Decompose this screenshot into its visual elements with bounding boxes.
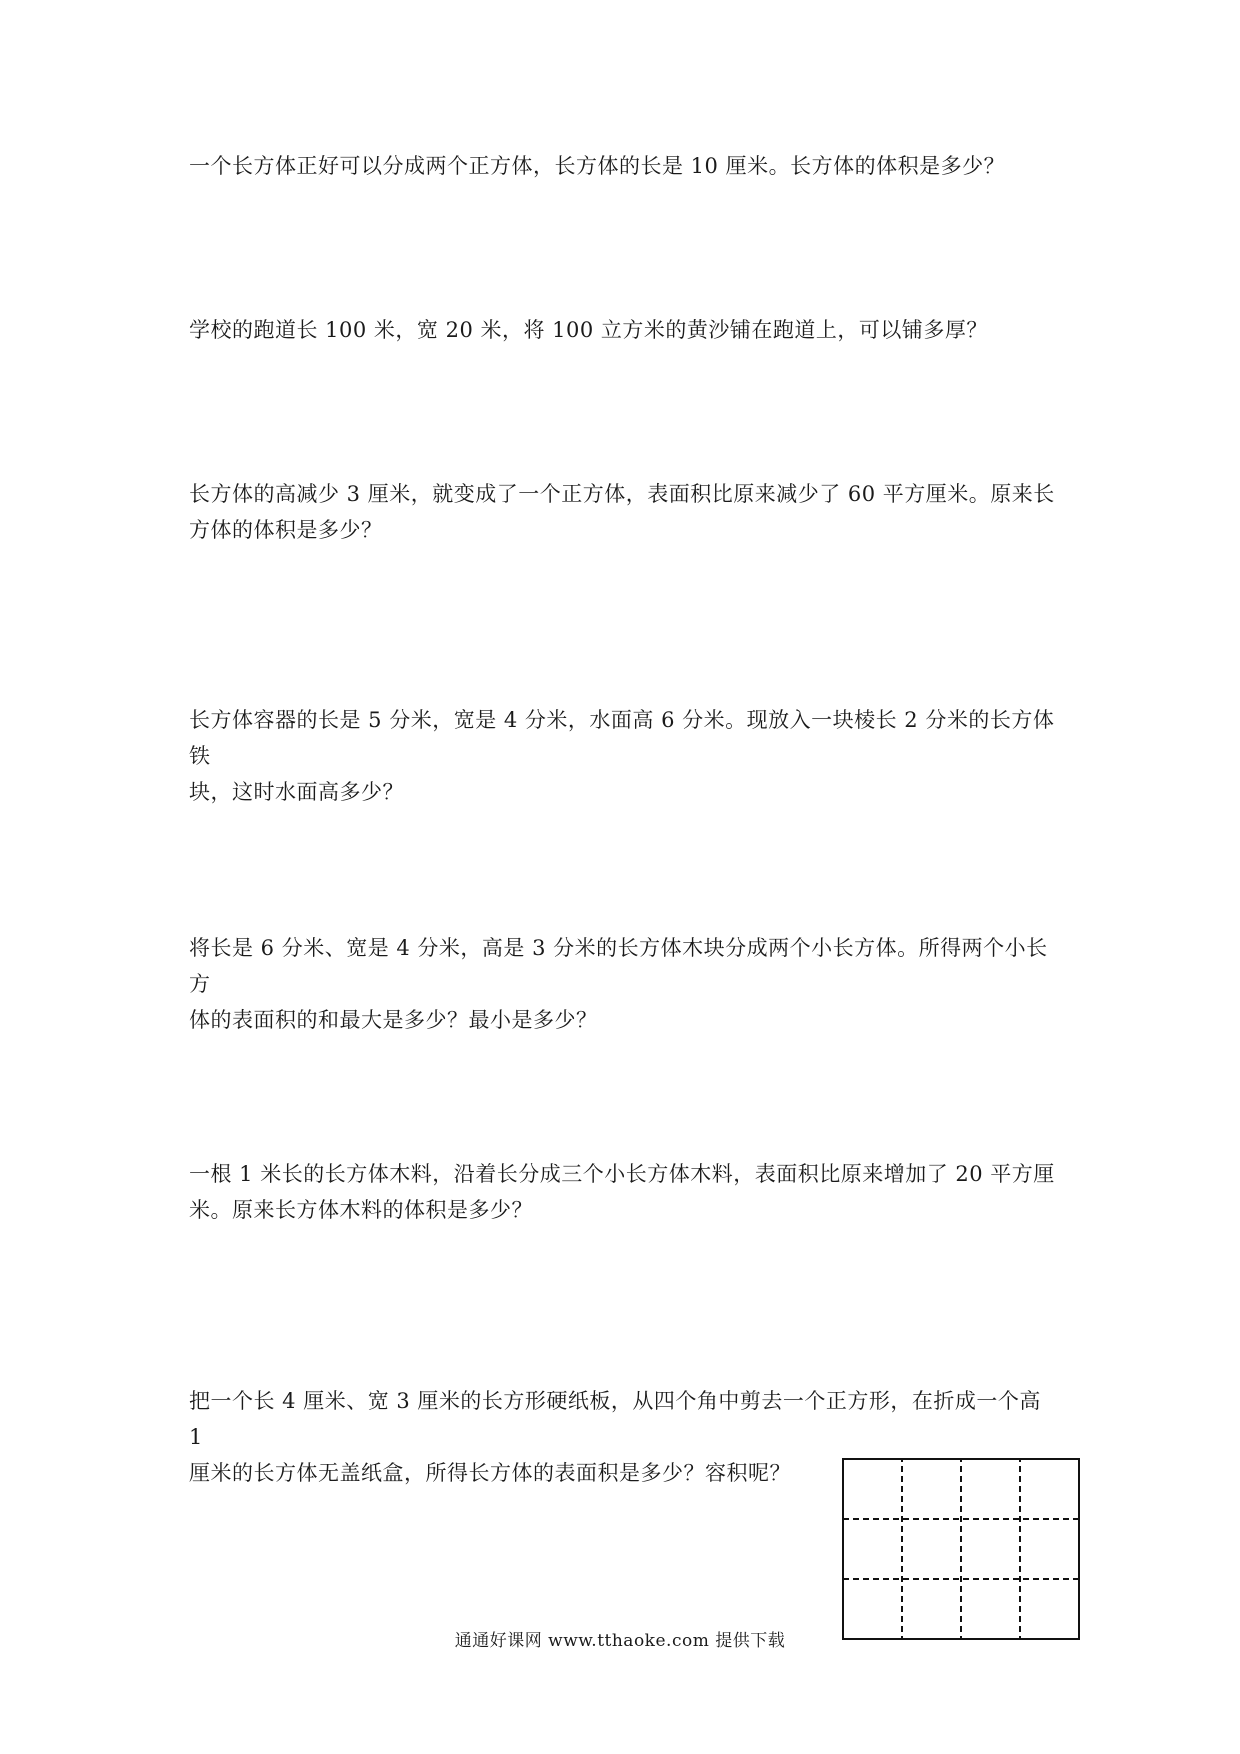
problem-5 xyxy=(189,930,1059,1038)
cardboard-grid-diagram xyxy=(842,1458,1080,1640)
cardboard-grid-figure xyxy=(842,1458,1080,1640)
problem-4 xyxy=(189,702,1059,810)
cut-fold-lines xyxy=(843,1458,1079,1640)
problem-7-line-1: 把一个长 4 厘米、宽 3 厘米的长方形硬纸板，从四个角中剪去一个正方形，在折成一个高 1 xyxy=(189,1389,1041,1449)
problem-3 xyxy=(189,476,1059,548)
problem-3-line-2: 方体的体积是多少？ xyxy=(189,518,383,542)
problem-6-line-2: 米。原来长方体木料的体积是多少？ xyxy=(189,1198,533,1222)
problem-2-line-1: 学校的跑道长 100 米，宽 20 米，将 100 立方米的黄沙铺在跑道上，可以铺多厚？ xyxy=(189,318,988,342)
problem-6-line-1: 一根 1 米长的长方体木料，沿着长分成三个小长方体木料，表面积比原来增加了 20 平方厘 xyxy=(189,1162,1055,1186)
footer-credit: 通通好课网 www.tthaoke.com 提供下载 xyxy=(454,1631,786,1651)
problem-2 xyxy=(189,312,1059,348)
problem-7-line-2: 厘米的长方体无盖纸盒，所得长方体的表面积是多少？容积呢？ xyxy=(189,1461,791,1485)
problem-5-line-1: 将长是 6 分米、宽是 4 分米，高是 3 分米的长方体木块分成两个小长方体。所得两个小长方 xyxy=(189,936,1048,996)
problem-3-line-1: 长方体的高减少 3 厘米，就变成了一个正方体，表面积比原来减少了 60 平方厘米。原来长 xyxy=(189,482,1055,506)
problem-5-line-2: 体的表面积的和最大是多少？最小是多少？ xyxy=(189,1008,598,1032)
problem-1-line-1: 一个长方体正好可以分成两个正方体，长方体的长是 10 厘米。长方体的体积是多少？ xyxy=(189,154,1006,178)
problem-4-line-2: 块，这时水面高多少？ xyxy=(189,780,404,804)
problem-6 xyxy=(189,1156,1059,1228)
problem-1 xyxy=(189,148,1059,184)
problem-4-line-1: 长方体容器的长是 5 分米，宽是 4 分米，水面高 6 分米。现放入一块棱长 2 分米的长方体铁 xyxy=(189,708,1055,768)
